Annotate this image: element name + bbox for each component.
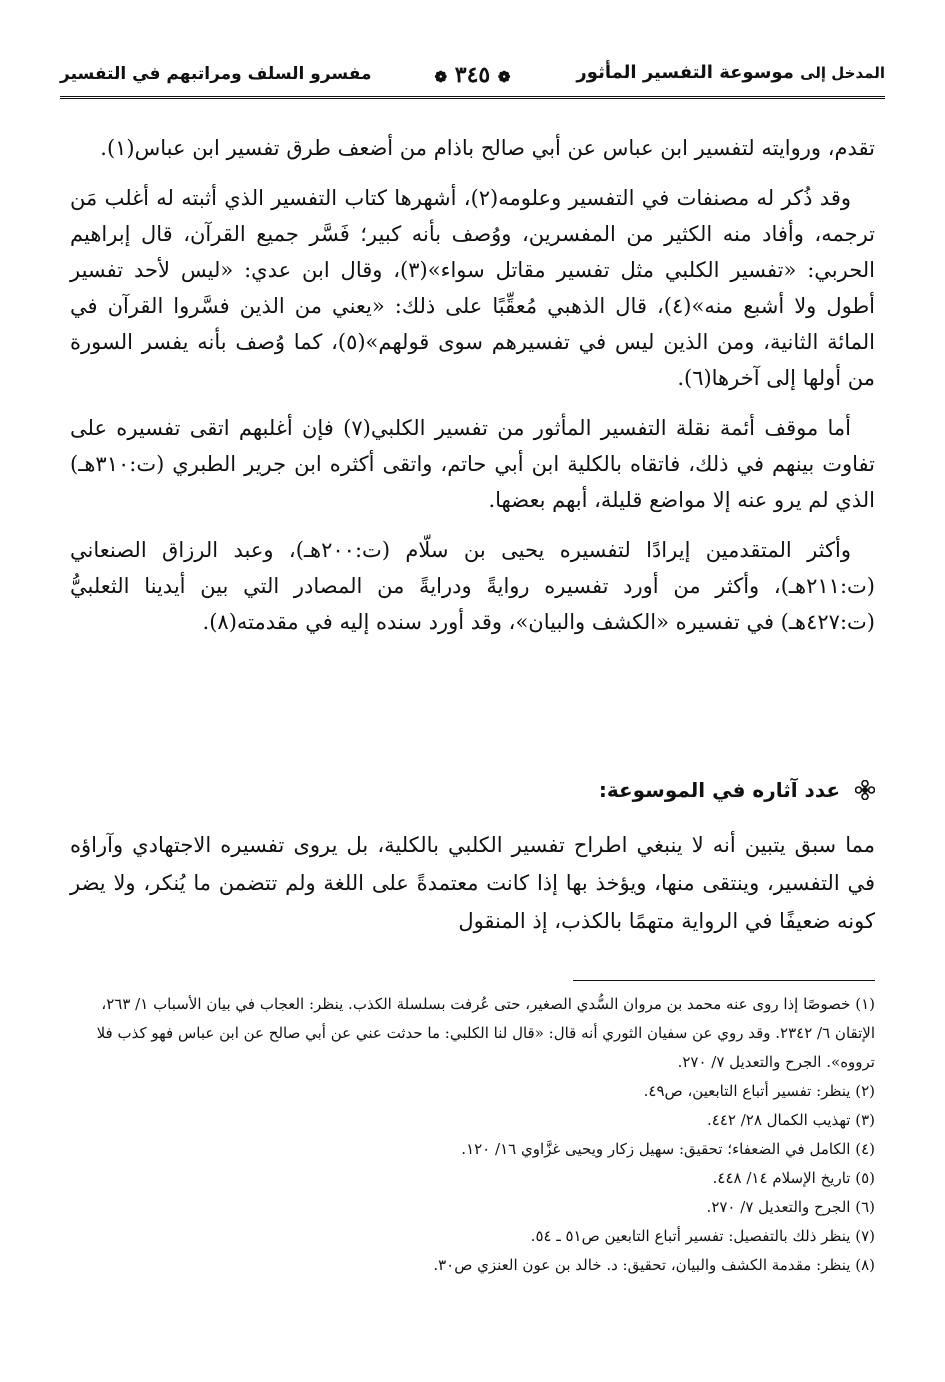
running-header [60,62,885,108]
footnote: (١) خصوصًا إذا روى عنه محمد بن مروان السُّدي الصغير، حتى عُرفت بسلسلة الكذب. ينظر: العجاب في بيان الأسباب ١/ ٢٦٣، الإتقان ٦/ ٢٣٤٢. وقد روي عن سفيان الثوري أنه قال: «قال لنا الكلبي: ما حدثت عني عن أبي صالح عن ابن عباس فهو كذب فلا ترووه». الجرح والتعديل ٧/ ٢٧٠. [96,995,875,1071]
section-paragraph: مما سبق يتبين أنه لا ينبغي اطراح تفسير الكلبي بالكلية، بل يروى تفسيره الاجتهادي وآراؤه في التفسير، وينتقى منها، ويؤخذ بها إذا كانت معتمدةً على اللغة ولم تتضمن ما يُنكر، ولا يضر كونه ضعيفًا في الرواية متهمًا بالكذب، إذ المنقول [70,833,875,933]
footnote: (٦) الجرح والتعديل ٧/ ٢٧٠. [706,1198,875,1216]
footnote-rule [573,980,875,981]
section-heading [599,778,875,802]
section-heading-text: عدد آثاره في الموسوعة: [598,778,841,802]
paragraph: تقدم، وروايته لتفسير ابن عباس عن أبي صالح باذام من أضعف طرق تفسير ابن عباس(١). [100,136,875,160]
section-running-title: مفسرو السلف ومراتبهم في التفسير [60,64,372,84]
footnote: (٢) ينظر: تفسير أتباع التابعين، ص٤٩. [643,1082,875,1100]
paragraph: وقد ذُكر له مصنفات في التفسير وعلومه(٢)، أشهرها كتاب التفسير الذي أثبته له أغلب مَن ترجمه، وأفاد منه الكثير من المفسرين، ووُصف بأنه كبير؛ فَسَّر جميع القرآن، قال إبراهيم الحربي: «تفسير الكلبي مثل تفسير مقاتل سواء»(٣)، وقال ابن عدي: «ليس لأحد تفسير أطول ولا أشبع منه»(٤)، قال الذهبي مُعقِّبًا على ذلك: «يعني من الذين فسَّروا القرآن في المائة الثانية، ومن الذين ليس في تفسيرهم سوى قولهم»(٥)، كما وُصف بأنه يفسر السورة من أولها إلى آخرها(٦). [70,186,876,390]
paragraph: وأكثر المتقدمين إيرادًا لتفسيره يحيى بن سلّام (ت:٢٠٠هـ)، وعبد الرزاق الصنعاني (ت:٢١١هـ)، وأكثر من أورد تفسيره روايةً ودرايةً من المصادر التي بين أيدينا الثعلبيُّ (ت:٤٢٧هـ) في تفسيره «الكشف والبيان»، وقد أورد سنده إليه في مقدمته(٨). [70,538,875,634]
footnote: (٧) ينظر ذلك بالتفصيل: تفسير أتباع التابعين ص٥١ ـ ٥٤. [530,1227,875,1245]
page-number [435,62,511,88]
footnote: (٤) الكامل في الضعفاء؛ تحقيق: سهيل زكار ويحيى غزَّاوي ١٦/ ١٢٠. [461,1140,875,1158]
footnote: (٨) ينظر: مقدمة الكشف والبيان، تحقيق: د. خالد بن عون العنزي ص٣٠. [433,1256,875,1274]
ornament-icon: ❁ [497,68,511,86]
paragraph: أما موقف أئمة نقلة التفسير المأثور من تفسير الكلبي(٧) فإن أغلبهم اتقى تفسيره على تفاوت بينهم في ذلك، فاتقاه بالكلية ابن أبي حاتم، واتقى أكثره ابن جرير الطبري (ت:٣١٠هـ) الذي لم يرو عنه إلا مواضع قليلة، أبهم بعضها. [70,416,875,512]
flower-ornament-icon [855,780,875,800]
book-title-main: موسوعة التفسير المأثور [576,62,794,83]
page-number-value: ٣٤٥ [454,62,491,88]
book-title [576,62,885,83]
main-text [70,130,875,654]
book-title-prefix: المدخل إلى [800,64,885,82]
header-rule [60,96,885,99]
footnotes [70,990,875,1280]
ornament-icon: ❁ [434,68,448,86]
footnote: (٥) تاريخ الإسلام ١٤/ ٤٤٨. [712,1169,875,1187]
footnote: (٣) تهذيب الكمال ٢٨/ ٤٤٢. [706,1111,875,1129]
